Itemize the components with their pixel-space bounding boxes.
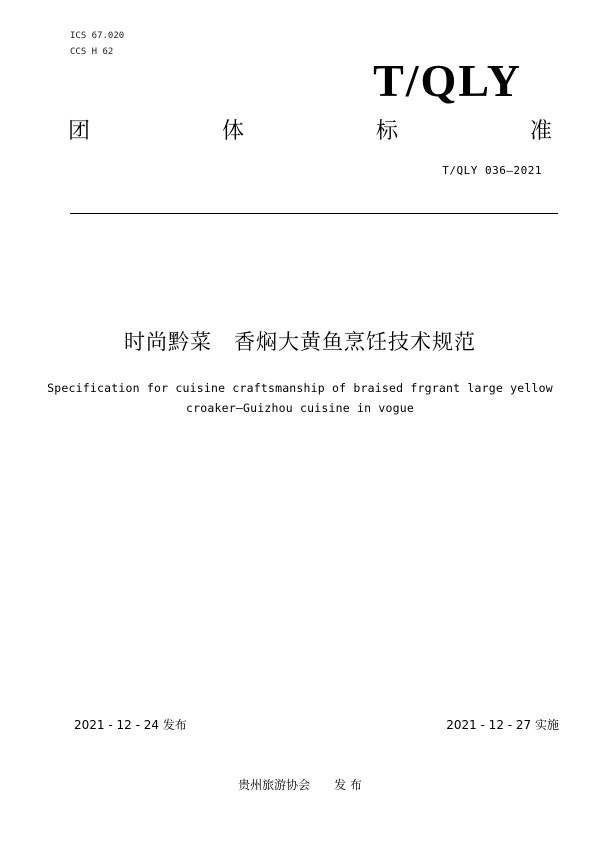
publisher-line: [0, 776, 600, 793]
standard-type-char: 准: [529, 119, 552, 144]
classification-codes: [70, 28, 124, 60]
chinese-title: [0, 327, 600, 357]
standard-number: T/QLY 036—2021: [442, 164, 542, 177]
publish-date: 2021 - 12 - 24 发布: [74, 718, 187, 732]
standard-type-char: 标: [375, 119, 398, 144]
english-title: [40, 378, 560, 418]
publisher-action: 发 布: [334, 778, 362, 792]
english-title-line-2: croaker—Guizhou cuisine in vogue: [186, 401, 414, 415]
standard-brand-logo: T/QLY: [373, 55, 522, 106]
ics-code: ICS 67.020: [70, 31, 125, 41]
ccs-code: CCS H 62: [70, 47, 114, 57]
standard-type-char: 团: [68, 119, 91, 144]
implementation-date: 2021 - 12 - 27 实施: [446, 718, 559, 732]
standard-type-heading: [68, 118, 552, 146]
chinese-title-prefix: 时尚黔菜: [124, 330, 212, 354]
standard-type-char: 体: [221, 119, 244, 144]
publisher-name: 贵州旅游协会: [238, 778, 311, 792]
chinese-title-main: 香焖大黄鱼烹饪技术规范: [234, 330, 476, 354]
english-title-line-1: Specification for cuisine craftsmanship of braised frgrant large yellow: [47, 381, 553, 395]
header-divider: [70, 213, 558, 214]
